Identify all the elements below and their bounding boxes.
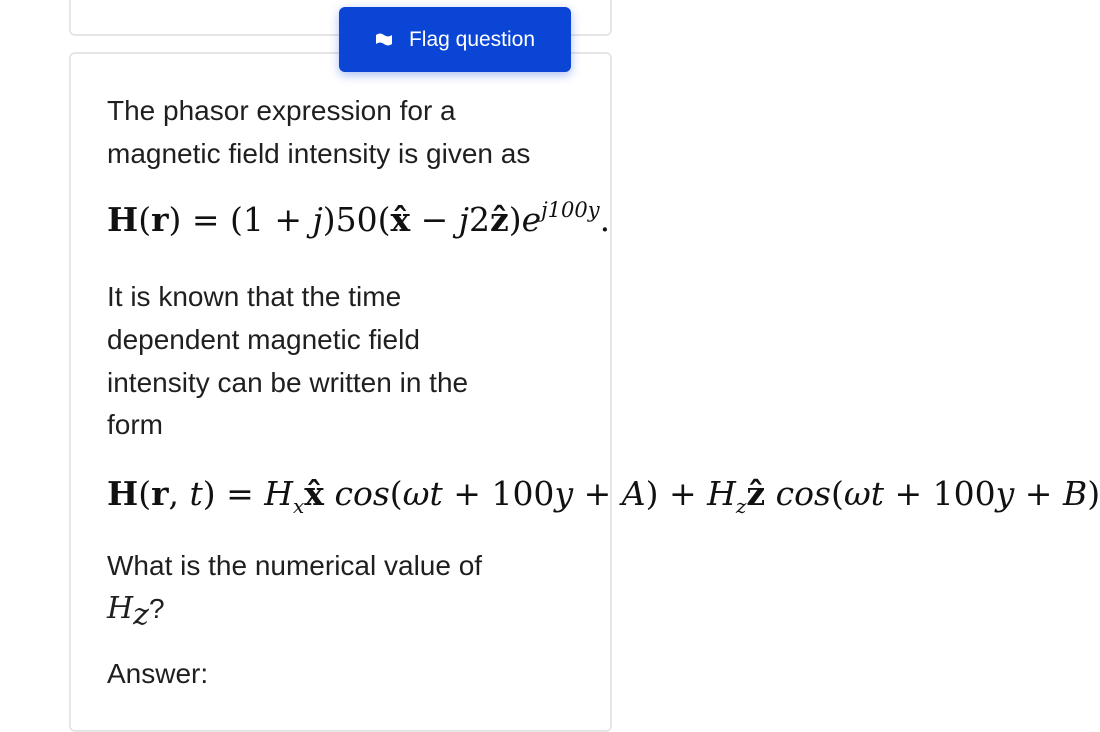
question-ask-line-2: $H_z$? bbox=[107, 591, 165, 633]
question-known-line-2: dependent magnetic field bbox=[107, 324, 420, 355]
flag-question-button[interactable] bbox=[339, 7, 571, 72]
question-intro-line-2: magnetic field intensity is given as bbox=[107, 138, 531, 169]
question-intro-line-1: The phasor expression for a bbox=[107, 95, 456, 126]
flag-question-label: Flag question bbox=[408, 27, 536, 51]
question-known-line-3: intensity can be written in the bbox=[107, 367, 469, 398]
time-domain-equation: H(r, $t) = H_xx̂$ $\cos(\omega t + 100y + A) + H_zẑ$ cos(ωt + 100y + B) bbox=[107, 474, 1100, 518]
answer-label: Answer: bbox=[107, 658, 209, 689]
question-known-line-4: form bbox=[107, 409, 163, 440]
flag-icon bbox=[375, 33, 393, 47]
question-known-line-1: It is known that the time bbox=[107, 281, 402, 312]
phasor-equation: H(r) = (1 + j)50(x̂ − $j2ẑ)e^{j100y}$. bbox=[107, 198, 611, 239]
question-ask-line-1: What is the numerical value of bbox=[107, 550, 483, 581]
